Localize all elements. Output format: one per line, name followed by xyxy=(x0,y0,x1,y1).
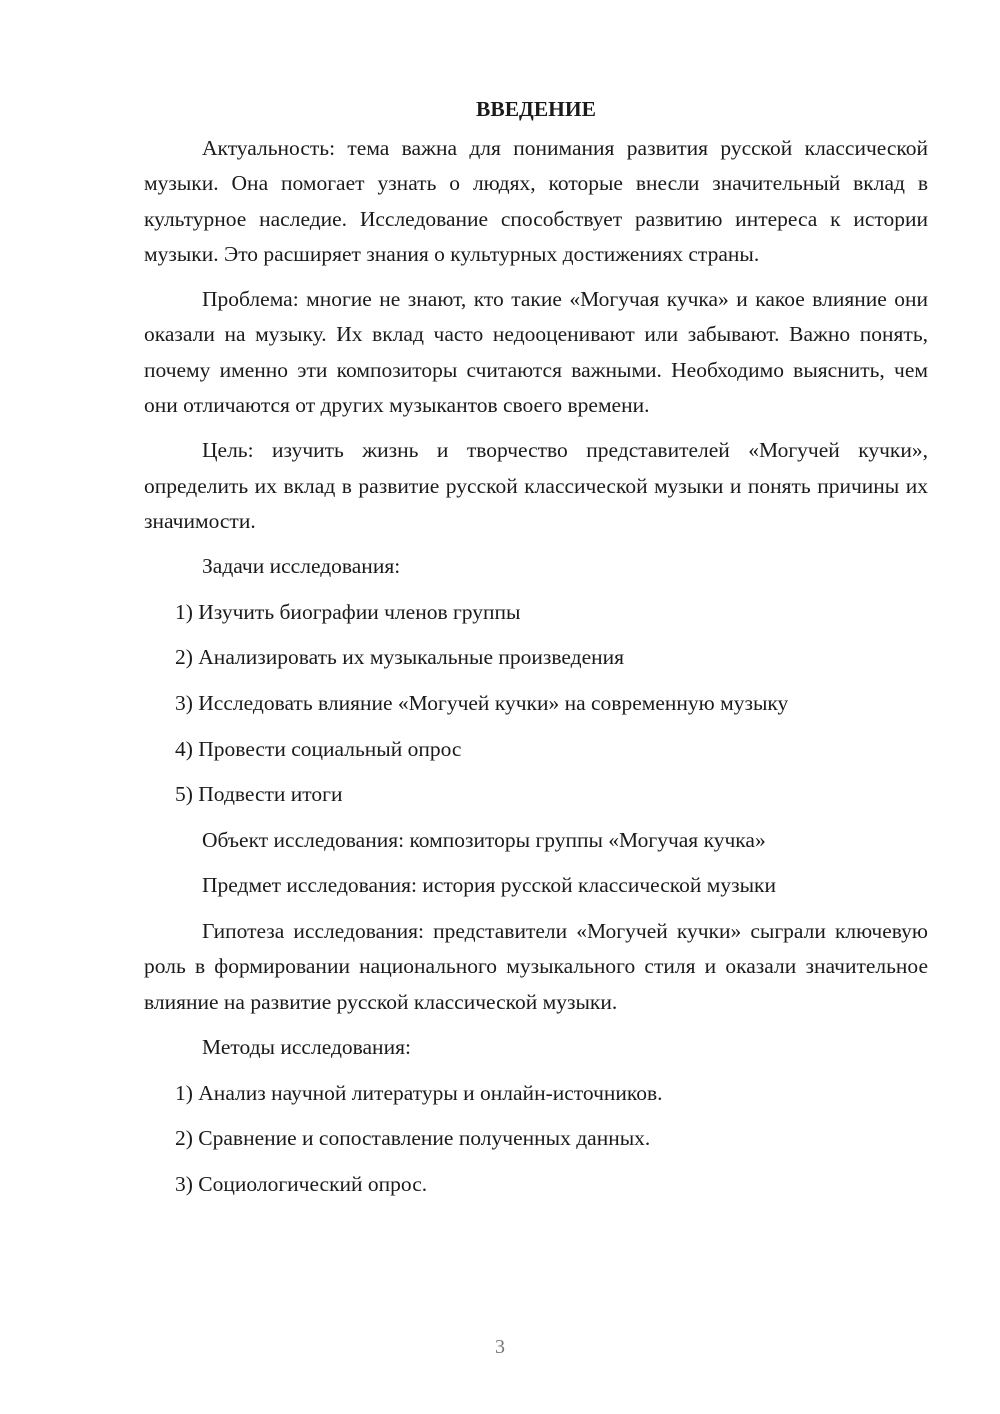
paragraph-relevance: Актуальность: тема важна для понимания развития русской классической музыки. Она помогает узнать о людях, которые внесли значительный вклад в культурное наследие. Исследование способствует развитию интереса к истории музыки. Это расширяет знания о культурных достижениях страны. xyxy=(144,136,928,266)
section-title: ВВЕДЕНИЕ xyxy=(476,97,596,121)
paragraph-subject: Предмет исследования: история русской классической музыки xyxy=(202,873,777,898)
list-item: 4) Провести социальный опрос xyxy=(175,736,462,761)
tasks-list xyxy=(144,595,928,813)
list-item: 2) Анализировать их музыкальные произведения xyxy=(175,645,625,670)
paragraph-object: Объект исследования: композиторы группы «Могучая кучка» xyxy=(202,827,766,852)
methods-list xyxy=(144,1076,928,1202)
list-item: 5) Подвести итоги xyxy=(175,782,343,807)
page-number: 3 xyxy=(495,1336,505,1358)
list-item: 3) Социологический опрос. xyxy=(175,1171,428,1196)
tasks-heading: Задачи исследования: xyxy=(202,554,401,579)
paragraph-goal: Цель: изучить жизнь и творчество представителей «Могучей кучки», определить их вклад в развитие русской классической музыки и понять причины их значимости. xyxy=(144,438,928,533)
document-page xyxy=(144,92,928,1212)
list-item: 3) Исследовать влияние «Могучей кучки» на современную музыку xyxy=(175,691,789,716)
methods-heading: Методы исследования: xyxy=(202,1034,411,1059)
list-item: 1) Анализ научной литературы и онлайн-источников. xyxy=(175,1080,663,1105)
paragraph-problem: Проблема: многие не знают, кто такие «Могучая кучка» и какое влияние они оказали на музыку. Их вклад часто недооценивают или забывают. Важно понять, почему именно эти композиторы считаются важными. Необходимо выяснить, чем они отличаются от других музыкантов своего времени. xyxy=(144,287,928,418)
list-item: 1) Изучить биографии членов группы xyxy=(175,599,521,624)
paragraph-hypothesis: Гипотеза исследования: представители «Могучей кучки» сыграли ключевую роль в формировании национального музыкального стиля и оказали значительное влияние на развитие русской классической музыки. xyxy=(144,919,928,1014)
list-item: 2) Сравнение и сопоставление полученных данных. xyxy=(175,1126,651,1151)
